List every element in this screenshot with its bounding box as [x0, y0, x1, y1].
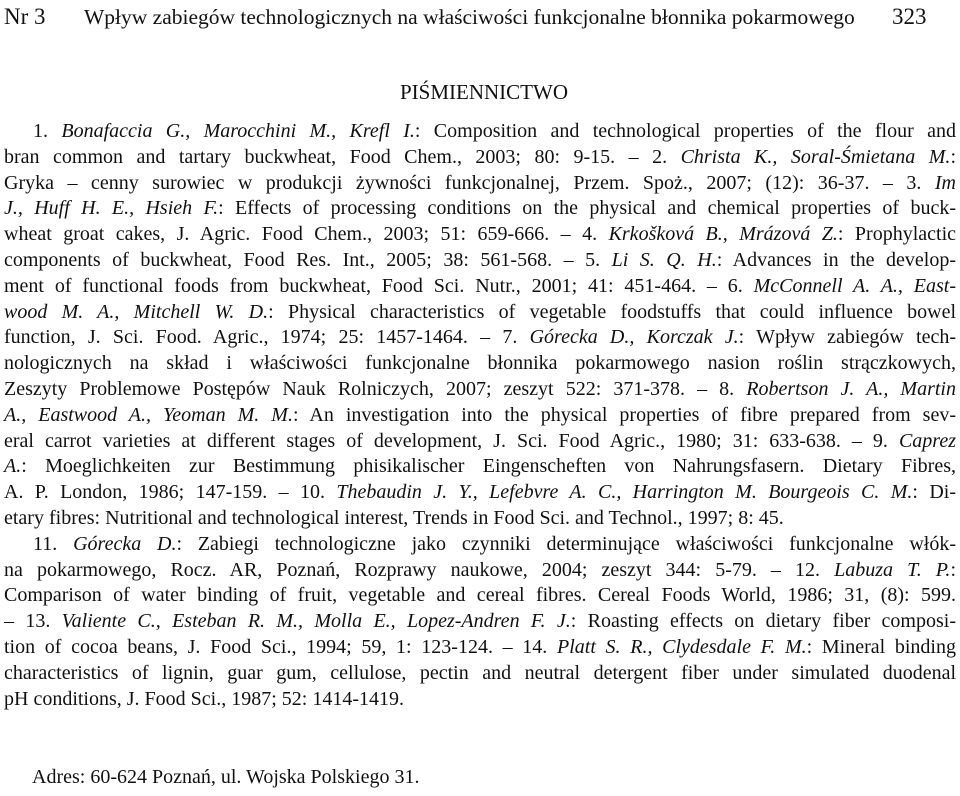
reference-text: : [950, 145, 956, 168]
reference-authors: Christa K., Soral-Śmietana M. [680, 145, 951, 168]
reference-text: : [950, 558, 956, 581]
reference-line [4, 609, 956, 635]
reference-text: characteristics of lignin, guar gum, cellulose, pectin and neutral detergent fiber under simulated duodenal [4, 661, 956, 684]
reference-authors: McConnell A. A., East- [753, 274, 956, 297]
reference-authors: Bonafaccia G., Marocchini M., Krefl I. [61, 120, 415, 142]
reference-line [4, 403, 956, 429]
reference-authors: wood M. A., Mitchell W. D. [4, 300, 269, 323]
reference-line [4, 506, 956, 532]
reference-line [4, 558, 956, 584]
reference-text: function, J. Sci. Food. Agric., 1974; 25: 1457-1464. – 7. [4, 326, 530, 349]
reference-text: eral carrot varieties at different stages of development, J. Sci. Food Agric., 1980; 31: 633-638. – 9. [4, 429, 899, 452]
reference-text: : Wpływ zabiegów tech- [738, 326, 956, 349]
reference-text: ment of functional foods from buckwheat, Food Sci. Nutr., 2001; 41: 451-464. – 6. [4, 274, 754, 297]
reference-text: etary fibres: Nutritional and technological interest, Trends in Food Sci. and Technol., 1997; 8: 45. [4, 506, 784, 529]
reference-line [4, 274, 956, 300]
reference-text: : Moeglichkeiten zur Bestimmung phisikalischer Eingenscheften von Nahrungsfasern. Dietary Fibres, [21, 455, 956, 478]
reference-text: : Di- [912, 481, 956, 504]
reference-line [4, 661, 956, 687]
reference-text: : An investigation into the physical properties of fibre prepared from sev- [292, 403, 956, 426]
reference-authors: Valiente C., Esteban R. M., Molla E., Lopez-Andren F. J. [61, 610, 571, 633]
reference-line [4, 325, 956, 351]
reference-line [4, 429, 956, 455]
reference-text: : Zabiegi technologiczne jako czynniki determinujące właściwości funkcjonalne włók- [176, 532, 957, 555]
issue-number: Nr 3 [4, 4, 46, 29]
reference-line [4, 635, 956, 661]
reference-line [4, 480, 956, 506]
reference-text: tion of cocoa beans, J. Food Sci., 1994; 59, 1: 123-124. – 14. [4, 635, 557, 658]
reference-authors: A., Eastwood A., Yeoman M. M. [4, 403, 293, 426]
reference-authors: Im [934, 171, 956, 194]
reference-text: Gryka – cenny surowiec w produkcji żywności funkcjonalnej, Przem. Spoż., 2007; (12): 36-37. – 3. [4, 171, 935, 194]
reference-line [4, 171, 956, 197]
reference-authors: Robertson J. A., Martin [746, 377, 956, 400]
reference-text: – 13. [4, 610, 62, 633]
reference-line [4, 583, 956, 609]
reference-authors: Caprez [898, 429, 956, 452]
section-title: PIŚMIENNICTWO [400, 80, 568, 104]
reference-line [4, 687, 956, 713]
reference-text: components of buckwheat, Food Res. Int., 2005; 38: 561-568. – 5. [4, 248, 612, 271]
references-list [4, 119, 956, 712]
author-address: Adres: 60-624 Poznań, ul. Wojska Polskiego 31. [32, 766, 420, 788]
reference-line [4, 222, 956, 248]
reference-text: bran common and tartary buckwheat, Food Chem., 2003; 80: 9-15. – 2. [4, 145, 681, 168]
reference-text: Comparison of water binding of fruit, vegetable and cereal fibres. Cereal Foods World, 1986; 31, (8): 599. [4, 584, 956, 607]
reference-text: wheat groat cakes, J. Agric. Food Chem., 2003; 51: 659-666. – 4. [4, 223, 609, 246]
reference-authors: Li S. Q. H. [611, 248, 717, 271]
reference-authors: Labuza T. P. [834, 558, 951, 581]
reference-authors: A. [4, 455, 22, 478]
reference-line [4, 248, 956, 274]
reference-text: : Advances in the develop- [716, 248, 956, 271]
reference-text: 1. [33, 120, 62, 142]
reference-line [4, 351, 956, 377]
reference-line [4, 377, 956, 403]
reference-text: nologicznych na skład i właściwości funkcjonalne błonnika pokarmowego nasion roślin strączkowych, [4, 352, 956, 375]
reference-text: na pokarmowego, Rocz. AR, Poznań, Rozprawy naukowe, 2004; zeszyt 344: 5-79. – 12. [4, 558, 835, 581]
reference-text: : Prophylactic [837, 223, 956, 246]
reference-authors: Thebaudin J. Y., Lefebvre A. C., Harrington M. Bourgeois C. M. [336, 481, 913, 504]
reference-authors: Górecka D., Korczak J. [529, 326, 739, 349]
reference-text: 11. [33, 532, 74, 555]
reference-text: pH conditions, J. Food Sci., 1987; 52: 1414-1419. [4, 687, 405, 710]
reference-authors: Krkošková B., Mrázová Z. [608, 223, 838, 246]
reference-text: : Roasting effects on dietary fiber composi- [570, 610, 956, 633]
running-title: Wpływ zabiegów technologicznych na właściwości funkcjonalne błonnika pokarmowego [84, 5, 855, 29]
reference-line [4, 196, 956, 222]
reference-authors: J., Huff H. E., Hsieh F. [4, 197, 219, 220]
reference-text: : Physical characteristics of vegetable foodstuffs that could influence bowel [268, 300, 956, 323]
reference-line [4, 119, 956, 145]
reference-line [4, 300, 956, 326]
reference-text: A. P. London, 1986; 147-159. – 10. [4, 481, 337, 504]
page-number: 323 [892, 4, 927, 29]
reference-line [4, 532, 956, 558]
reference-text: : Effects of processing conditions on the physical and chemical properties of buck- [218, 197, 956, 220]
reference-line [4, 454, 956, 480]
reference-text: Zeszyty Problemowe Postępów Nauk Rolniczych, 2007; zeszyt 522: 371-378. – 8. [4, 377, 747, 400]
reference-text: : Composition and technological properties of the flour and [414, 120, 957, 142]
reference-authors: Górecka D. [73, 532, 177, 555]
reference-line [4, 145, 956, 171]
reference-authors: Platt S. R., Clydesdale F. M. [556, 635, 807, 658]
reference-text: : Mineral binding [806, 635, 956, 658]
